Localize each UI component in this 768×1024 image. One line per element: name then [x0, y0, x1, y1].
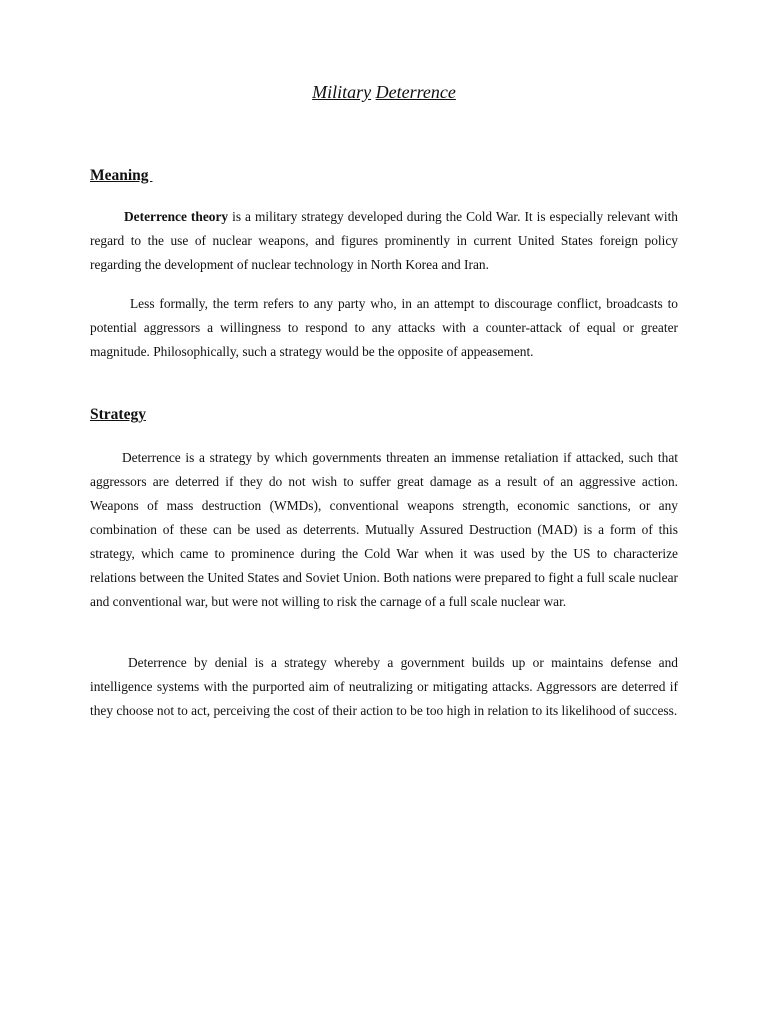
paragraph-deterrence-theory — [90, 205, 678, 277]
term-deterrence-theory: Deterrence theory — [124, 209, 229, 224]
paragraph-less-formally: Less formally, the term refers to any party who, in an attempt to discourage conflict, broadcasts to potential aggressors a willingness to respond to any attacks with a counter-attack of equal or greater magnitude. Philosophically, such a strategy would be the opposite of appeasement. — [90, 296, 678, 359]
paragraph-deterrence-by-denial: Deterrence by denial is a strategy whereby a government builds up or maintains defense and intelligence systems with the purported aim of neutralizing or mitigating attacks. Aggressors are deterred if they choose not to act, perceiving the cost of their action to be too high in relation to its likelihood of success. — [90, 655, 678, 718]
document-title — [0, 80, 768, 104]
title-word-deterrence: Deterrence — [375, 82, 456, 102]
heading-meaning: Meaning — [90, 167, 153, 184]
title-word-military: Military — [312, 82, 372, 102]
paragraph-text: is a military strategy developed during the Cold War. It is especially relevant with regard to the use of nuclear weapons, and figures prominently in current United States foreign policy regarding the development of nuclear technology in North Korea and Iran. — [90, 209, 678, 272]
paragraph-deterrence-strategy: Deterrence is a strategy by which governments threaten an immense retaliation if attacked, such that aggressors are deterred if they do not wish to suffer great damage as a result of an aggressive action. Weapons of mass destruction (WMDs), conventional weapons strength, economic sanctions, or any combination of these can be used as deterrents. Mutually Assured Destruction (MAD) is a form of this strategy, which came to prominence during the Cold War when it was used by the US to characterize relations between the United States and Soviet Union. Both nations were prepared to fight a full scale nuclear and conventional war, but were not willing to risk the carnage of a full scale nuclear war. — [90, 450, 678, 609]
heading-strategy: Strategy — [90, 406, 146, 423]
